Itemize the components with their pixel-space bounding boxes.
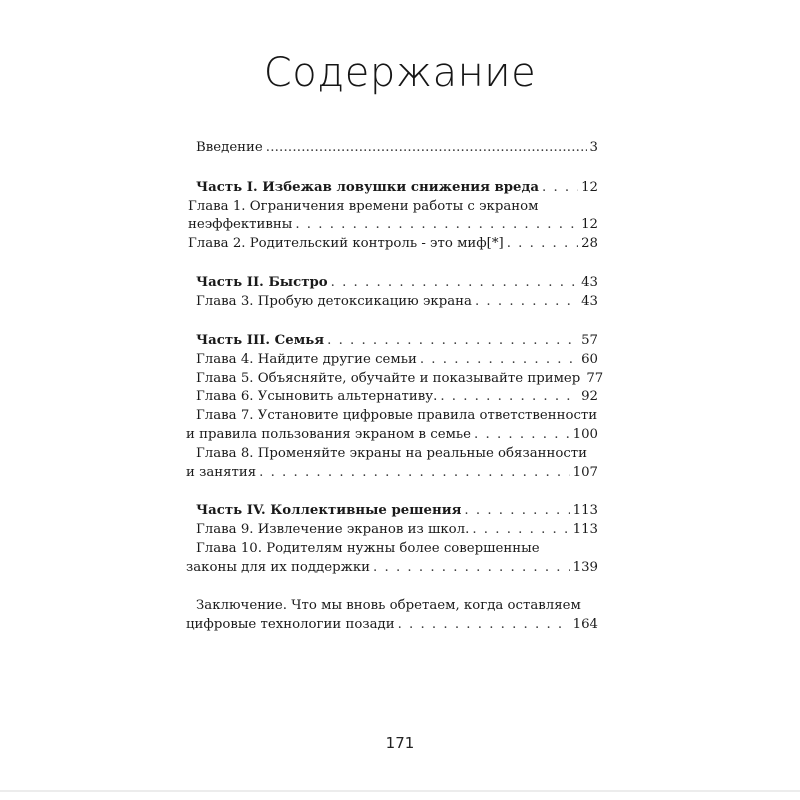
toc-page-number: 60 [581,352,598,367]
toc-entry-ch8-line1: Глава 8. Променяйте экраны на реальные обязанности [196,446,588,461]
toc-page-number: 113 [572,522,598,537]
toc-entry-text: Глава 3. Пробую детоксикацию экрана [196,294,472,309]
toc-entry-ch6 [196,389,598,408]
leader-dots [259,465,569,480]
toc-entry-text: Глава 9. Извлечение экранов из школ. [196,522,470,537]
toc-entry-text: цифровые технологии позади [186,617,395,632]
leader-dots [295,217,578,232]
toc-entry-text: неэффективны [188,217,293,232]
leader-dots [266,140,587,155]
toc-page-number: 12 [581,180,598,195]
toc-entry-text: Глава 2. Родительский контроль - это миф[*] [188,236,504,251]
toc-entry-text: Глава 5. Объясняйте, обучайте и показывайте пример [196,371,581,386]
toc-entry-text: Часть III. Семья [196,333,325,348]
toc-entry-ch3 [196,294,598,313]
toc-entry-ch1 [188,217,598,236]
toc-page-number: 12 [581,217,598,232]
toc-entry-part4 [196,503,598,522]
toc-entry-text: законы для их поддержки [186,560,371,575]
leader-dots [542,180,578,195]
toc-entry-ch7-line1: Глава 7. Установите цифровые правила ответственности [196,408,598,423]
toc-page-number: 107 [572,465,598,480]
toc-entry-text: Глава 4. Найдите другие семьи [196,352,417,367]
toc-page-number: 139 [572,560,598,575]
leader-dots [331,275,578,290]
toc-entry-ch7 [186,427,598,446]
toc-entry-text: Часть IV. Коллективные решения [196,503,462,518]
leader-dots [327,333,578,348]
toc-entry-ch2 [188,236,598,255]
toc-entry-ch4 [196,352,598,371]
toc-page-number: 100 [572,427,598,442]
page-bottom-edge [0,790,800,792]
toc-page-number: 57 [581,333,598,348]
toc-entry-conclusion [186,617,598,636]
toc-entry-part3 [196,333,598,352]
toc-entry-conclusion-line1: Заключение. Что мы вновь обретаем, когда оставляем [196,598,581,613]
leader-dots [398,617,570,632]
toc-entry-text: Часть I. Избежав ловушки снижения вреда [196,180,539,195]
leader-dots [472,522,569,537]
toc-page-number: 164 [572,617,598,632]
toc-entry-text: Глава 6. Усыновить альтернативу. [196,389,438,404]
toc-page-number: 43 [581,275,598,290]
toc-entry-text: Часть II. Быстро [196,275,328,290]
toc-page-number: 43 [581,294,598,309]
leader-dots [373,560,570,575]
page-number: 171 [385,734,415,752]
toc-entry-text: и занятия [186,465,257,480]
leader-dots [475,294,578,309]
toc-entry-ch8 [186,465,598,484]
toc-page-number: 113 [572,503,598,518]
toc-entry-ch10 [186,560,598,579]
toc-entry-ch5 [196,371,604,390]
leader-dots [464,503,569,518]
toc-page-number: 3 [589,140,598,155]
toc-entry-part2 [196,275,598,294]
page-title: Содержание [263,50,537,96]
toc-entry-ch10-line1: Глава 10. Родителям нужны более совершенные [196,541,540,556]
toc-page-number: 77 [586,371,604,386]
toc-entry-text: Введение [196,140,263,155]
toc-page-number: 28 [581,236,598,251]
toc-page-number: 92 [581,389,598,404]
leader-dots [474,427,570,442]
toc-entry-ch1-line1: Глава 1. Ограничения времени работы с экраном [188,199,539,214]
toc-entry-ch9 [196,522,598,541]
toc-entry-intro [196,140,598,159]
toc-entry-text: и правила пользования экраном в семье [186,427,472,442]
leader-dots [440,389,578,404]
leader-dots [420,352,578,367]
toc-entry-part1 [196,180,598,199]
leader-dots [507,236,578,251]
